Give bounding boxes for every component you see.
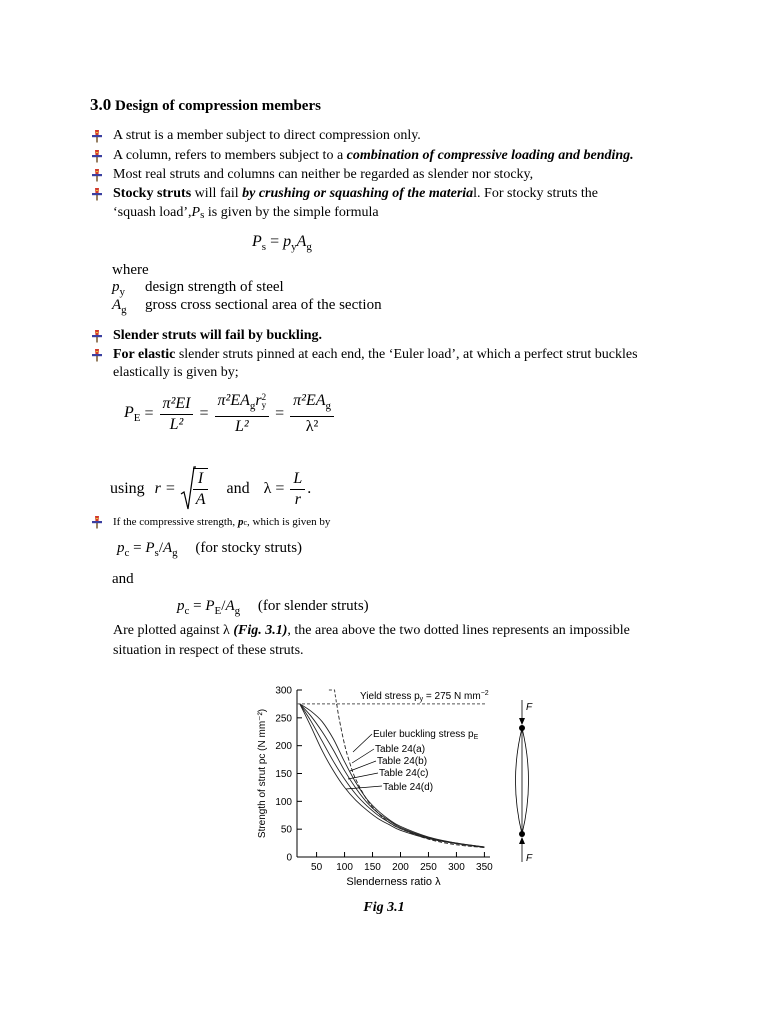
squash-load-post: is given by the simple formula	[204, 205, 379, 220]
eq-ps-sub: s	[261, 241, 267, 254]
using-dot: .	[307, 480, 312, 497]
pc1-A-sub: g	[172, 547, 178, 559]
using-L: L	[293, 469, 303, 487]
eq-ag: A	[296, 233, 307, 250]
x-tick-label: 100	[336, 862, 353, 873]
figure-caption: Fig 3.1	[363, 900, 405, 915]
force-arrowhead-top	[519, 718, 525, 725]
series-label-0: Euler buckling stress $p_E$	[373, 729, 479, 741]
and-label: and	[112, 571, 134, 587]
plotted-cont: situation in respect of these struts.	[113, 643, 304, 658]
pc1-note: (for stocky struts)	[195, 540, 303, 556]
euler-eq3: =	[275, 405, 285, 423]
pc2-P: P	[205, 598, 215, 614]
euler-f2-num-b-sup: 2	[261, 392, 267, 403]
series-leader-line-1	[352, 749, 374, 763]
pc2-sub: c	[184, 605, 190, 617]
pc2-note: (for slender struts)	[257, 598, 369, 614]
series-leader-line-4	[346, 786, 382, 789]
yield-stress-label: Yield stress $p_y = 275$ N $mm^{-2}$	[360, 690, 489, 703]
euler-f2-num-sub: g	[249, 400, 256, 413]
squash-load-symbol-sub: s	[200, 209, 205, 221]
euler-f2-num-b-sub: y	[261, 400, 267, 411]
x-tick-label: 200	[392, 862, 409, 873]
x-axis-label: Slenderness ratio λ	[346, 876, 441, 888]
pc1-A: A	[162, 540, 173, 556]
x-tick-label: 300	[448, 862, 465, 873]
euler-f1-den: L²	[169, 415, 184, 433]
eq-ps: P	[252, 233, 262, 250]
section-title: Design of compression members	[115, 98, 321, 114]
y-tick-label: 250	[275, 713, 292, 725]
force-label-bottom: F	[526, 853, 533, 864]
using-r: r =	[154, 480, 176, 497]
using-label: using	[110, 480, 145, 497]
elastic-cont: elastically is given by;	[113, 365, 239, 380]
y-tick-label: 300	[275, 685, 292, 697]
euler-f3-num: π²EA	[293, 392, 326, 409]
bullet-text-part: by crushing or squashing of the materia	[242, 186, 474, 201]
strut-buckled-right	[522, 728, 529, 834]
y-tick-label: 100	[275, 796, 292, 808]
bullet-text-part: Stocky struts	[113, 186, 192, 201]
bullet-text-part: slender struts pinned at each end, the ‘Euler load’, at which a perfect strut buckles	[175, 347, 638, 362]
strut-buckled-left	[516, 728, 523, 834]
eq-equals: =	[266, 233, 284, 250]
euler-f2-num-b: r	[255, 392, 262, 409]
bullet-text-part: l. For stocky struts the	[473, 186, 599, 201]
force-arrowhead-bottom	[519, 837, 525, 844]
plotted-pre: Are plotted against λ	[113, 623, 234, 638]
where-ag-sub: g	[121, 304, 127, 316]
euler-f2-den: L²	[234, 418, 249, 436]
using-and: and	[226, 480, 250, 497]
plotted-fig-ref: (Fig. 3.1)	[233, 623, 288, 638]
where-ag-symbol: A	[112, 297, 122, 313]
where-ag-desc: gross cross sectional area of the section	[145, 297, 382, 313]
y-axis-label: Strength of strut pc (N mm⁻²)	[257, 708, 268, 839]
series-label-4: Table 24(d)	[383, 782, 434, 793]
y-tick-label: 50	[280, 824, 292, 836]
plotted-post: , the area above the two dotted lines represents an impossible	[287, 623, 630, 638]
series-leader-line-0	[353, 734, 372, 752]
force-label-top: F	[526, 702, 533, 713]
euler-pe-sub: E	[133, 412, 141, 425]
bullet-small-pc: p	[237, 516, 244, 528]
eq-ag-sub: g	[306, 241, 312, 254]
using-lambda: λ =	[263, 480, 285, 497]
x-tick-label: 50	[311, 862, 323, 873]
euler-f3-num-sub: g	[325, 400, 331, 413]
using-A: A	[195, 491, 206, 508]
eq-py-sub: y	[291, 241, 297, 254]
bullet-small-text: If the compressive strength,	[113, 516, 238, 528]
x-tick-label: 250	[420, 862, 437, 873]
pc1-eq: =	[129, 540, 146, 556]
pc1-sub: c	[124, 547, 130, 559]
euler-f3-den: λ²	[305, 418, 319, 436]
bullet-text-part: For elastic	[113, 347, 176, 362]
series-label-1: Table 24(a)	[375, 744, 426, 755]
bullet-text-part: will fail	[191, 186, 243, 201]
x-tick-label: 150	[364, 862, 381, 873]
squash-load-pre: ‘squash load’,	[113, 205, 192, 220]
eq-py: p	[283, 233, 292, 250]
pc2-slash: /	[221, 598, 226, 614]
pc2-A-sub: g	[234, 605, 241, 617]
bullet-small-pc-sub: c	[243, 518, 247, 527]
bullet-text-part: A column, refers to members subject to a	[113, 148, 347, 163]
pc1-p: p	[117, 540, 125, 556]
pc2-eq: =	[189, 598, 206, 614]
series-leader-line-2	[350, 761, 376, 771]
x-tick-label: 350	[476, 862, 493, 873]
euler-upper-dashed-line	[329, 690, 337, 705]
y-tick-label: 0	[286, 852, 292, 864]
bullet-text-part: combination of compressive loading and bending.	[346, 148, 634, 163]
pc2-P-sub: E	[214, 605, 222, 617]
pc2-A: A	[225, 598, 235, 614]
y-tick-label: 200	[275, 741, 292, 753]
series-label-3: Table 24(c)	[379, 768, 429, 779]
squash-load-symbol: P	[191, 205, 201, 220]
bullet-text-part: Slender struts will fail by buckling.	[113, 328, 323, 343]
euler-eq2: =	[199, 405, 209, 423]
strut-pin-top	[519, 725, 525, 731]
strut-pin-bottom	[519, 831, 525, 837]
pc2-p: p	[177, 598, 185, 614]
euler-pe: P	[124, 404, 134, 421]
bullet-text-part: Most real struts and columns can neither be regarded as slender nor stocky,	[113, 167, 534, 182]
bullet-text-part: A strut is a member subject to direct compression only.	[113, 128, 421, 143]
section-number: 3.0	[90, 95, 112, 114]
pc1-P: P	[145, 540, 155, 556]
y-tick-label: 150	[275, 769, 292, 780]
where-py-symbol: p	[112, 279, 120, 295]
where-py-desc: design strength of steel	[145, 279, 284, 295]
pc1-P-sub: s	[154, 547, 159, 559]
where-py-sub: y	[119, 286, 125, 298]
series-label-2: Table 24(b)	[377, 756, 428, 767]
using-I: I	[197, 470, 204, 487]
euler-eq1: =	[144, 405, 154, 423]
where-label: where	[112, 262, 149, 278]
using-r-den: r	[294, 490, 301, 508]
euler-f1-num: π²EI	[162, 394, 191, 412]
pc1-slash: /	[158, 540, 163, 556]
euler-f2-num-a: π²EA	[217, 392, 250, 409]
bullet-small-post: , which is given by	[247, 516, 331, 528]
